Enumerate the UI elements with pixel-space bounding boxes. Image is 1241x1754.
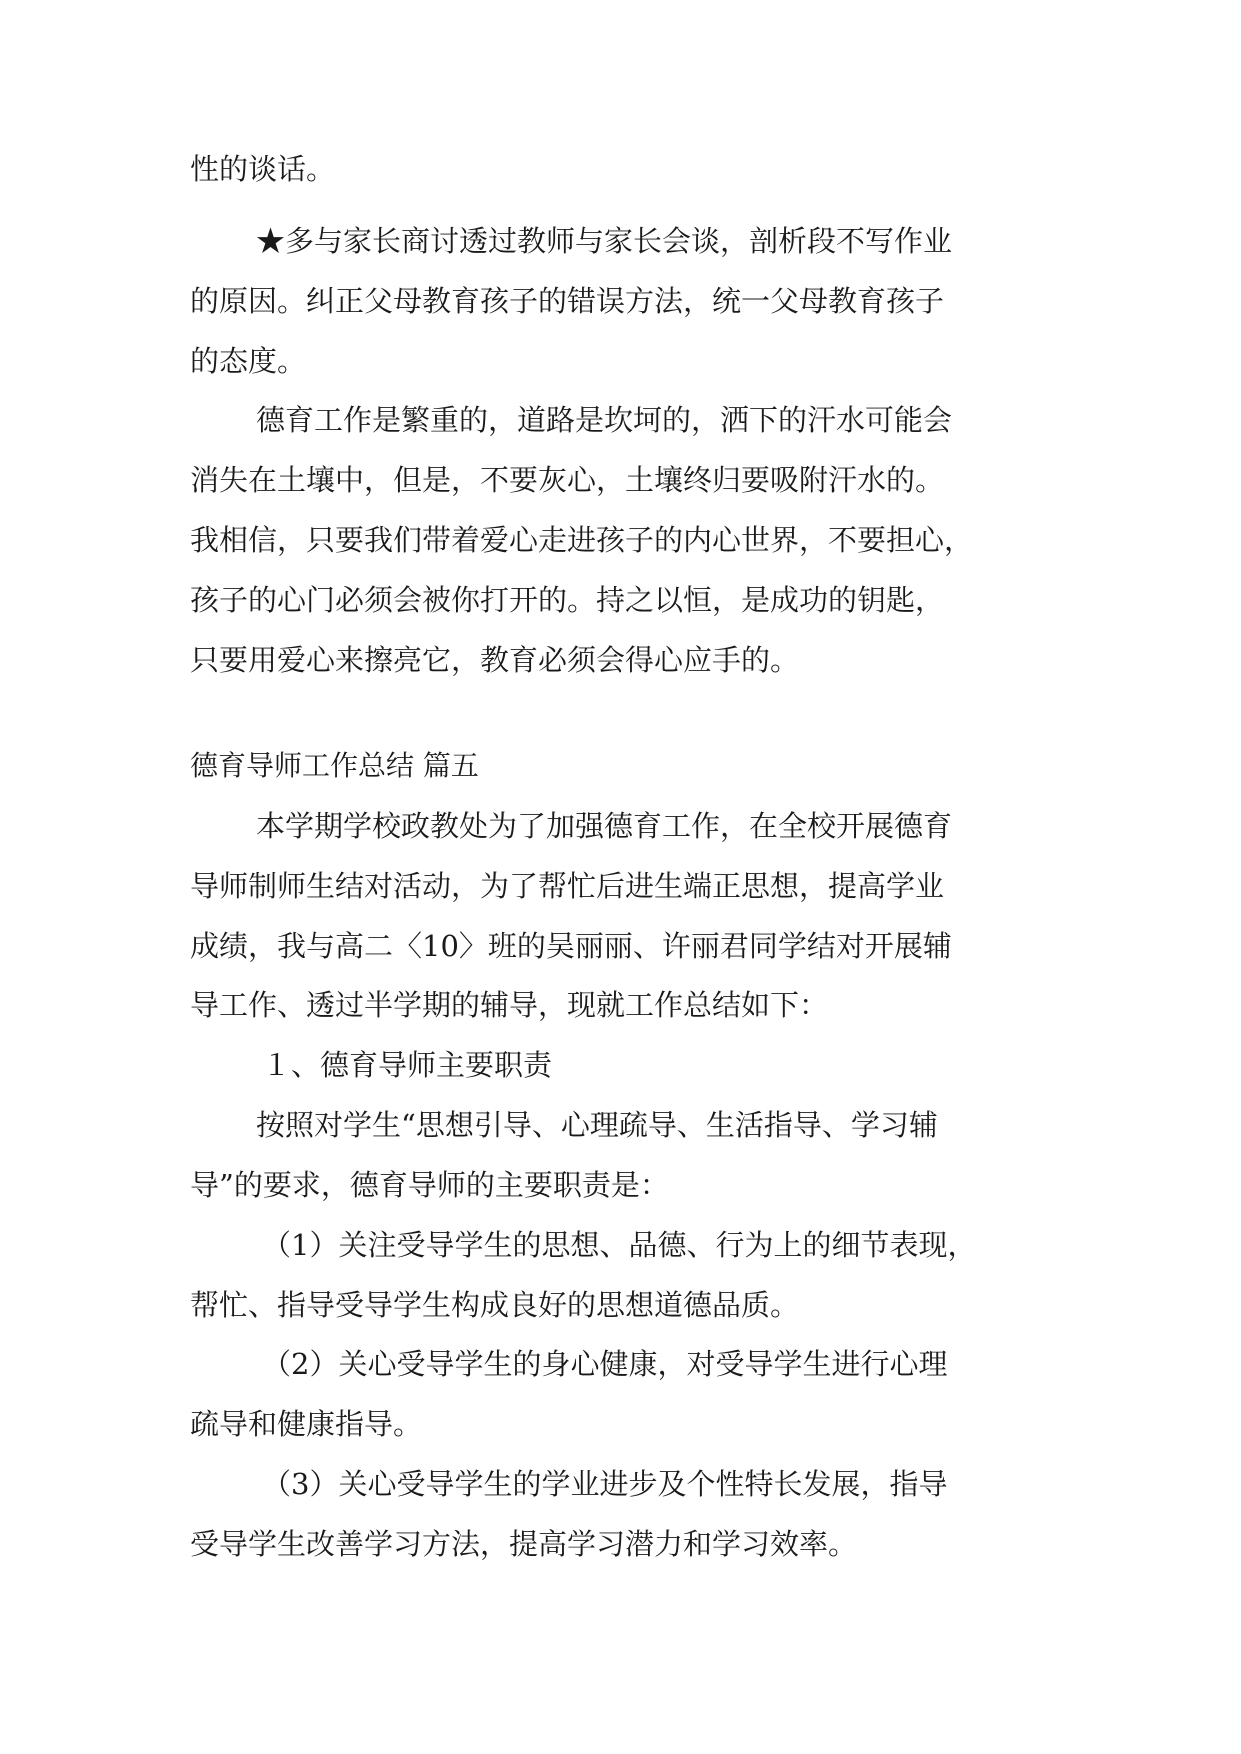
- text-line: （1）关注受导学生的思想、品德、行为上的细节表现，: [262, 1228, 977, 1262]
- text-line: 德育工作是繁重的，道路是坎坷的，洒下的汗水可能会: [256, 403, 953, 437]
- text-line: 导工作、透过半学期的辅导，现就工作总结如下：: [190, 988, 829, 1022]
- text-line: （3）关心受导学生的学业进步及个性特长发展，指导: [262, 1467, 948, 1501]
- subheading: １、德育导师主要职责: [262, 1048, 553, 1082]
- text-line: 只要用爱心来擦亮它，教育必须会得心应手的。: [190, 643, 800, 677]
- text-line: 成绩，我与高二〈10〉班的吴丽丽、许丽君同学结对开展辅: [190, 929, 952, 963]
- text-line: ★多与家长商讨透过教师与家长会谈，剖析段不写作业: [256, 224, 953, 258]
- section-heading: 德育导师工作总结 篇五: [190, 749, 479, 782]
- text-line: 的态度。: [190, 344, 307, 378]
- text-line: 受导学生改善学习方法，提高学习潜力和学习效率。: [190, 1527, 858, 1561]
- text-line: 消失在土壤中，但是，不要灰心，土壤终归要吸附汗水的。: [190, 463, 945, 497]
- text-line: 按照对学生“思想引导、心理疏导、生活指导、学习辅: [256, 1108, 938, 1142]
- text-line: 性的谈话。: [190, 152, 336, 186]
- text-line: 导师制师生结对活动，为了帮忙后进生端正思想，提高学业: [190, 869, 945, 903]
- text-line: 本学期学校政教处为了加强德育工作，在全校开展德育: [256, 809, 953, 843]
- text-line: 导”的要求，德育导师的主要职责是：: [190, 1168, 669, 1202]
- text-line: 疏导和健康指导。: [190, 1407, 423, 1441]
- text-line: 帮忙、指导受导学生构成良好的思想道德品质。: [190, 1288, 800, 1322]
- text-line: 我相信，只要我们带着爱心走进孩子的内心世界，不要担心，: [190, 523, 974, 557]
- text-line: 孩子的心门必须会被你打开的。持之以恒，是成功的钥匙，: [190, 583, 945, 617]
- text-line: （2）关心受导学生的身心健康，对受导学生进行心理: [262, 1347, 948, 1381]
- text-line: 的原因。纠正父母教育孩子的错误方法，统一父母教育孩子: [190, 284, 945, 318]
